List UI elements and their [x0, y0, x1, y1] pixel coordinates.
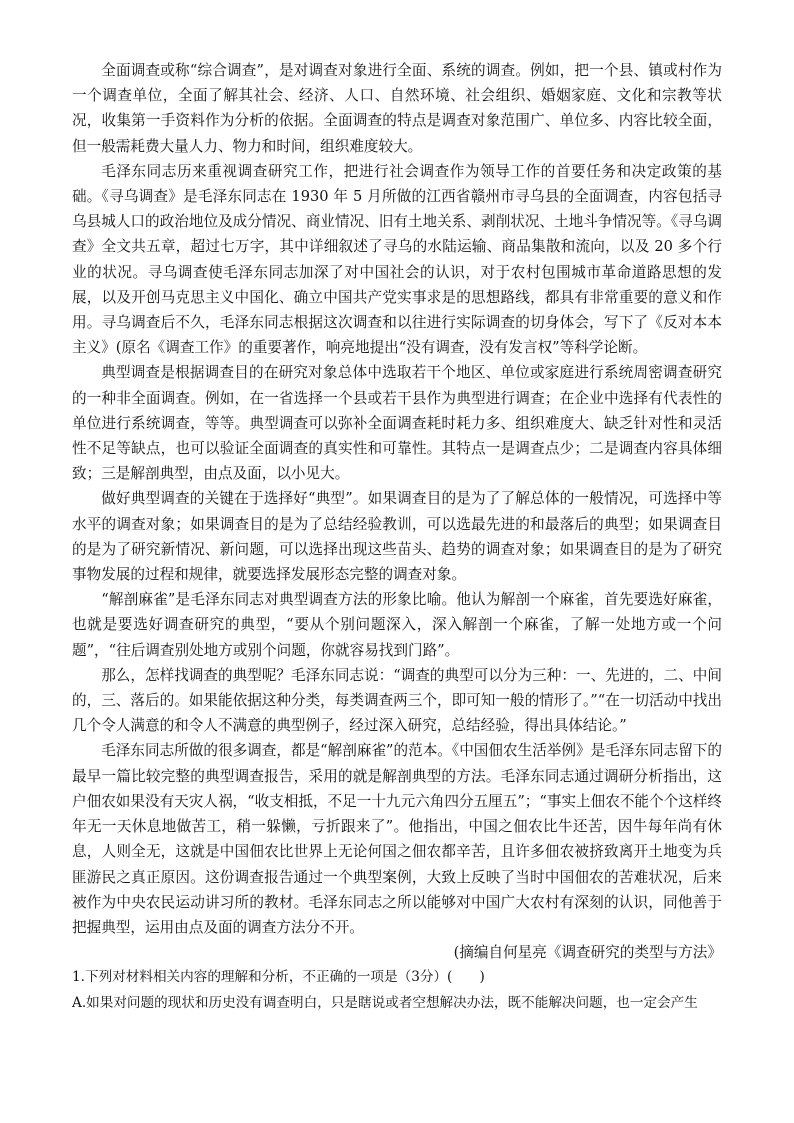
paragraph-typical-survey: 典型调查是根据调查目的在研究对象总体中选取若干个地区、单位或家庭进行系统周密调查研究的一种非全面调查。例如，在一省选择一个县或若干县作为典型进行调查；在企业中选择有代表性的单位进行系统调查，等等。典型调查可以弥补全面调查耗时耗力多、组织难度大、缺乏针对性和灵活性不足等缺点，也可以验证全面调查的真实性和可靠性。其特点一是调查点少；二是调查内容具体细致；三是解剖典型，由点及面，以小见大。 [72, 364, 722, 483]
paragraph-dissecting-sparrow: “解剖麻雀”是毛泽东同志对典型调查方法的形象比喻。他认为解剖一个麻雀，首先要选好麻雀，也就是要选好调查研究的典型，“要从个别问题深入，深入解剖一个麻雀，了解一处地方或一个问题”，“往后调查别处地方或别个问题，你就容易找到门路”。 [72, 591, 722, 659]
paragraph-finding-typical: 那么，怎样找调查的典型呢？毛泽东同志说：“调查的典型可以分为三种：一、先进的，二、中间的，三、落后的。如果能依据这种分类，每类调查两三个，即可知一般的情形了。”“在一切活动中找出几个令人满意的和令人不满意的典型例子，经过深入研究，总结经验，得出具体结论。” [72, 666, 722, 735]
paragraph-tenant-farmer-report: 毛泽东同志所做的很多调查，都是“解剖麻雀”的范本。《中国佃农生活举例》是毛泽东同志留下的最早一篇比较完整的典型调查报告，采用的就是解剖典型的方法。毛泽东同志通过调研分析指出，这户佃农如果没有天灾人祸，“收支相抵，不足一十九元六角四分五厘五”；“事实上佃农不能个个这样终年无一天休息地做苦工，稍一躲懒，亏折跟来了”。他指出，中国之佃农比牛还苦，因牛每年尚有休息，人则全无，这就是中国佃农比世界上无论何国之佃农都辛苦，且许多佃农被挤致离开土地变为兵匪游民之真正原因。这份调查报告通过一个典型案例，大致上反映了当时中国佃农的苦难状况，后来被作为中央农民运动讲习所的教材。毛泽东同志之所以能够对中国广大农村有深刻的认识，同他善于把握典型，运用由点及面的调查方法分不开。 [72, 742, 722, 936]
question-stem: 1.下列对材料相关内容的理解和分析，不正确的一项是（3分）( ) [72, 969, 485, 986]
paragraph-xunwu-survey: 毛泽东同志历来重视调查研究工作，把进行社会调查作为领导工作的首要任务和决定政策的基础。《寻乌调查》是毛泽东同志在 1930 年 5 月所做的江西省赣州市寻乌县的全面调查，内容包括寻乌县城人口的政治地位及成分情况、商业情况、旧有土地关系、剥削状况、土地斗争情况等。《寻乌调查》全文共五章，超过七万字，其中详细叙述了寻乌的水陆运输、商品集散和流向，以及 20 多个行业的状况。寻乌调查使毛泽东同志加深了对中国社会的认识，对于农村包围城市革命道路思想的发展，以及开创马克思主义中国化、确立中国共产党实事求是的思想路线，都具有非常重要的意义和作用。寻乌调查后不久，毛泽东同志根据这次调查和以往进行实际调查的切身体会，写下了《反对本本主义》(原名《调查工作》的重要著作，响亮地提出“没有调查，没有发言权”等科学论断。 [72, 162, 722, 357]
document-page [72, 58, 722, 1016]
paragraph-comprehensive-survey: 全面调查或称“综合调查”，是对调查对象进行全面、系统的调查。例如，把一个县、镇或村作为一个调查单位，全面了解其社会、经济、人口、自然环境、社会组织、婚姻家庭、文化和宗教等状况，收集第一手资料作为分析的依据。全面调查的特点是调查对象范围广、单位多、内容比较全面，但一般需耗费大量人力、物力和时间，组织难度较大。 [72, 62, 722, 155]
question-option-a: A.如果对问题的现状和历史没有调查明白，只是瞎说或者空想解决办法，既不能解决问题，也一定会产生 [72, 994, 698, 1011]
paragraph-choosing-typical: 做好典型调查的关键在于选择好“典型”。如果调查目的是为了了解总体的一般情况，可选择中等水平的调查对象；如果调查目的是为了总结经验教训，可以选最先进的和最落后的典型；如果调查目的是为了研究新情况、新问题，可以选择出现这些苗头、趋势的调查对象；如果调查目的是为了研究事物发展的过程和规律，就要选择发展形态完整的调查对象。 [72, 490, 722, 584]
article-source: (摘编自何星亮《调查研究的类型与方法》 [453, 944, 722, 962]
